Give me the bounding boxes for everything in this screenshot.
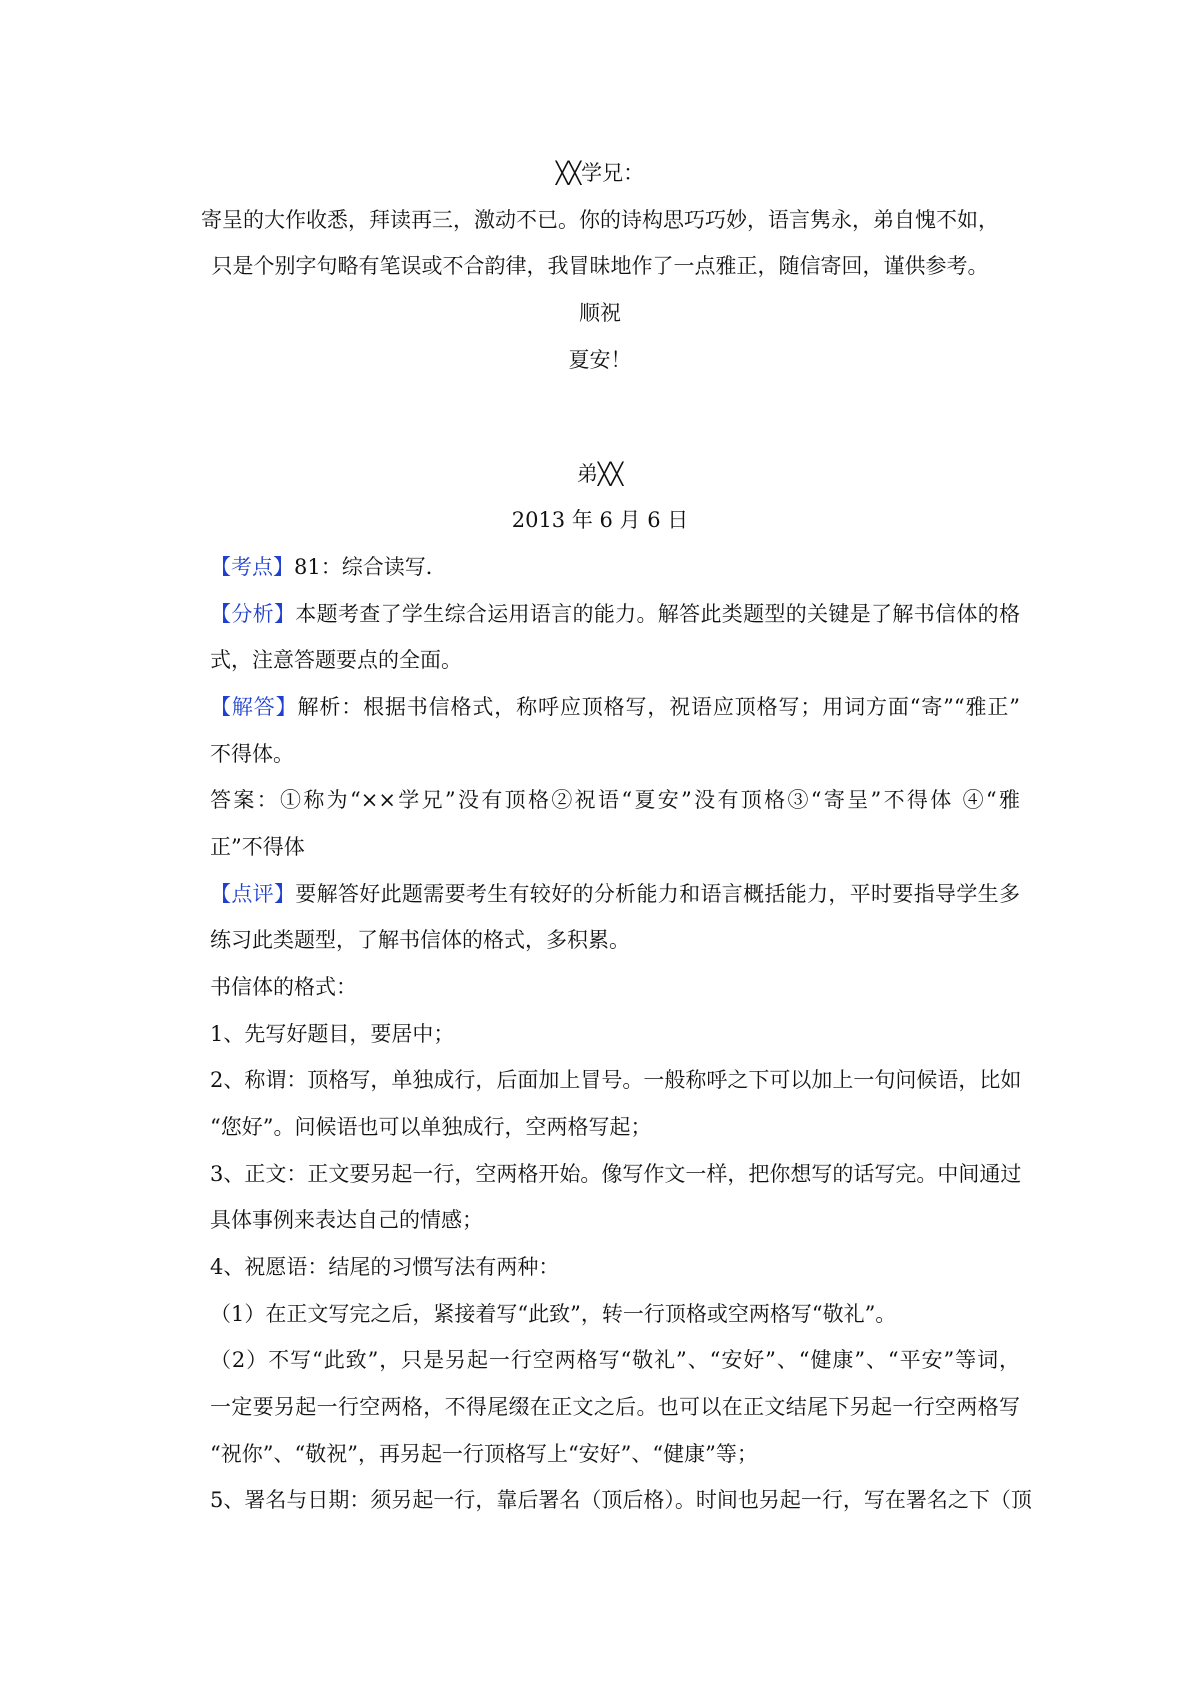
jieda-text: 解析：根据书信格式，称呼应顶格写，祝语应顶格写；用词方面“寄”“雅正” xyxy=(297,695,1020,719)
fenxi-paragraph xyxy=(210,602,1020,627)
format-item-cont: “您好”。问候语也可以单独成行，空两格写起； xyxy=(210,1115,652,1139)
format-item-cont: 具体事例来表达自己的情感； xyxy=(210,1208,483,1232)
format-item: 3、正文：正文要另起一行，空两格开始。像写作文一样，把你想写的话写完。中间通过 xyxy=(210,1162,1022,1186)
letter-closing: 顺祝 xyxy=(579,301,621,325)
answer-line-cont: 正”不得体 xyxy=(210,835,305,859)
kaodian-paragraph xyxy=(210,555,1020,580)
format-item: 5、署名与日期：须另起一行，靠后署名（顶后格）。时间也另起一行，写在署名之下（顶 xyxy=(210,1488,1032,1512)
jieda-paragraph xyxy=(210,695,1020,720)
format-item: 4、祝愿语：结尾的习惯写法有两种： xyxy=(210,1255,560,1279)
letter-date: 2013 年 6 月 6 日 xyxy=(511,508,689,532)
fenxi-text-cont: 式，注意答题要点的全面。 xyxy=(210,648,462,672)
format-subitem: （1）在正文写完之后，紧接着写“此致”，转一行顶格或空两格写“敬礼”。 xyxy=(210,1302,897,1326)
dianping-paragraph xyxy=(210,882,1020,907)
jieda-tag: 【解答】 xyxy=(210,695,298,719)
dianping-tag: 【点评】 xyxy=(210,882,296,906)
dianping-text-cont: 练习此类题型，了解书信体的格式，多积累。 xyxy=(210,928,630,952)
letter-signature: 弟╳╳ xyxy=(576,462,624,486)
kaodian-tag: 【考点】 xyxy=(210,555,294,579)
letter-salutation: ╳╳学兄： xyxy=(555,161,645,185)
letter-closing-wish: 夏安！ xyxy=(568,348,632,372)
format-item: 2、称谓：顶格写，单独成行，后面加上冒号。一般称呼之下可以加上一句问候语，比如 xyxy=(210,1068,1022,1092)
format-subitem-cont: 一定要另起一行空两格，不得尾缀在正文之后。也可以在正文结尾下另起一行空两格写 xyxy=(210,1395,1020,1419)
fenxi-tag: 【分析】 xyxy=(210,602,296,626)
fenxi-text: 本题考查了学生综合运用语言的能力。解答此类题型的关键是了解书信体的格 xyxy=(295,602,1020,626)
answer-line: 答案：①称为“××学兄”没有顶格②祝语“夏安”没有顶格③“寄呈”不得体 ④“雅 xyxy=(210,788,1020,812)
format-subitem-cont: “祝你”、“敬祝”，再另起一行顶格写上“安好”、“健康”等； xyxy=(210,1442,758,1466)
kaodian-text: 81：综合读写． xyxy=(294,555,447,579)
letter-body-line: 只是个别字句略有笔误或不合韵律，我冒昧地作了一点雅正，随信寄回，谨供参考。 xyxy=(211,254,989,278)
format-title: 书信体的格式： xyxy=(210,975,357,999)
format-subitem: （2）不写“此致”，只是另起一行空两格写“敬礼”、“安好”、“健康”、“平安”等词， xyxy=(210,1348,1020,1372)
dianping-text: 要解答好此题需要考生有较好的分析能力和语言概括能力，平时要指导学生多 xyxy=(295,882,1020,906)
letter-body-line: 寄呈的大作收悉，拜读再三，激动不已。你的诗构思巧巧妙，语言隽永，弟自愧不如， xyxy=(201,208,999,232)
jieda-text-cont: 不得体。 xyxy=(210,742,294,766)
format-item: 1、先写好题目，要居中； xyxy=(210,1022,455,1046)
